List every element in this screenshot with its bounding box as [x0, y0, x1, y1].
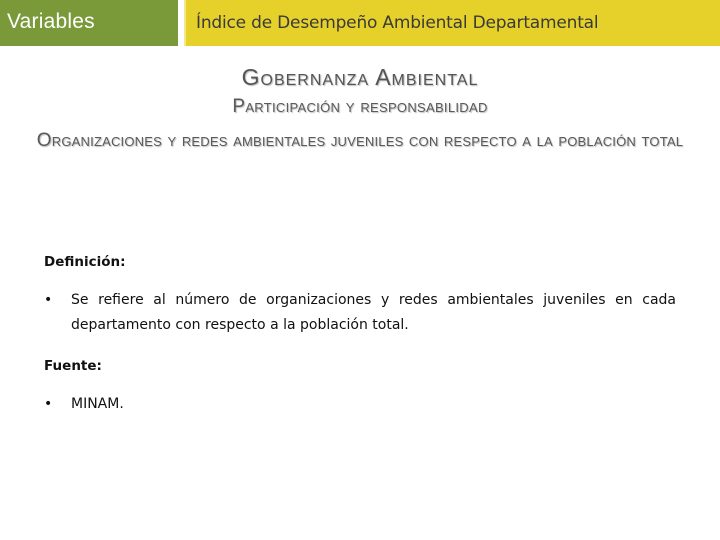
variables-tab — [0, 0, 180, 46]
index-title-banner — [184, 0, 720, 46]
definition-text: Se refiere al número de organizaciones y redes ambientales juveniles en cada departamento con respecto a la población total. — [71, 292, 676, 333]
source-heading: Fuente: — [44, 358, 102, 374]
bullet-icon: • — [44, 396, 53, 412]
subtitle: Participación y responsabilidad — [232, 96, 488, 117]
index-title: Índice de Desempeño Ambiental Departamental — [196, 13, 599, 33]
bullet-icon: • — [44, 292, 53, 308]
content-body — [44, 254, 676, 417]
source-text: MINAM. — [71, 396, 124, 412]
variables-label: Variables — [7, 10, 95, 33]
source-item — [44, 392, 676, 417]
indicator-title: Organizaciones y redes ambientales juveniles con respecto a la población total — [36, 130, 684, 151]
definition-item — [44, 288, 676, 338]
main-title: Gobernanza Ambiental — [241, 64, 479, 90]
definition-heading: Definición: — [44, 254, 126, 270]
